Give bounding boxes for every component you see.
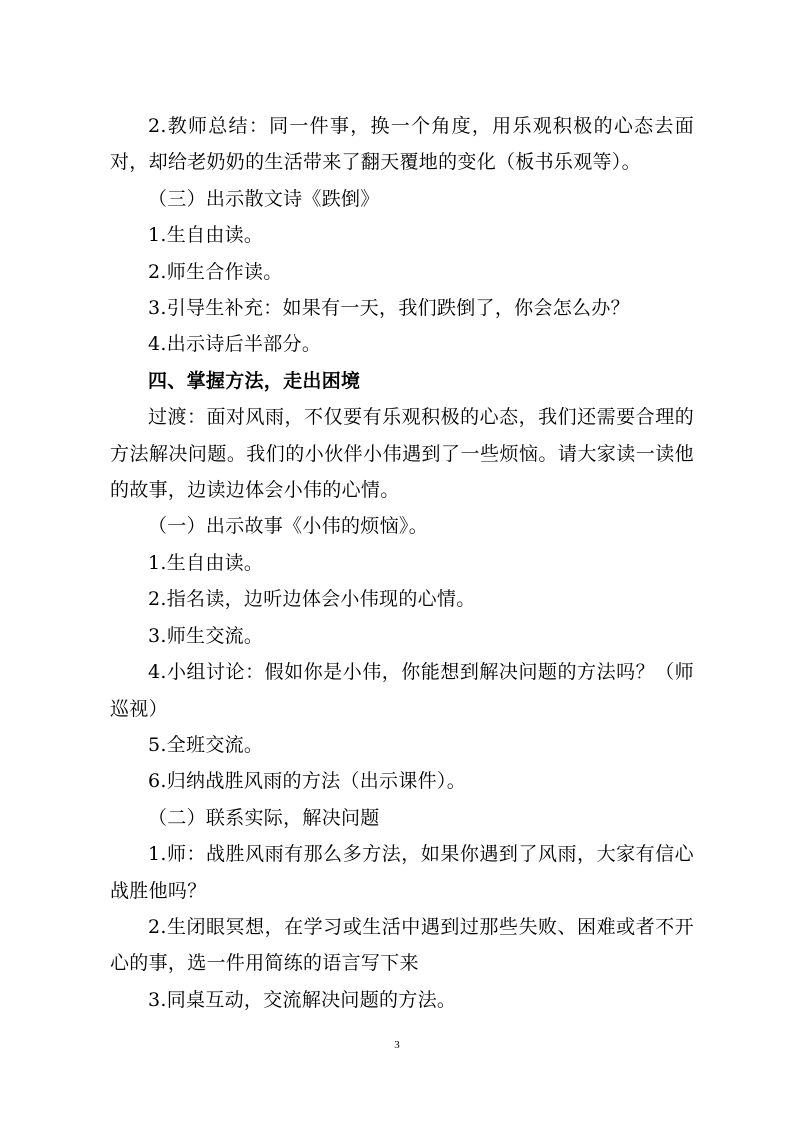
list-item: 1.生自由读。 <box>148 224 264 247</box>
list-item: 3.引导生补充：如果有一天，我们跌倒了，你会怎么办？ <box>148 297 630 320</box>
section-subheading: （一）出示故事《小伟的烦恼》。 <box>148 515 429 538</box>
list-item: 4.小组讨论：假如你是小伟，你能想到解决问题的方法吗？（师巡视） <box>110 661 694 720</box>
list-item: 2.师生合作读。 <box>148 260 283 283</box>
section-subheading: （二）联系实际，解决问题 <box>148 806 380 829</box>
list-item: 6.归纳战胜风雨的方法（出示课件）。 <box>148 770 467 793</box>
list-item: 3.同桌互动，交流解决问题的方法。 <box>148 988 457 1011</box>
list-item: 2.生闭眼冥想，在学习或生活中遇到过那些失败、困难或者不开心的事，选一件用简练的语言写下来 <box>110 915 694 975</box>
list-item: 4.出示诗后半部分。 <box>148 333 322 356</box>
list-item: 1.生自由读。 <box>148 551 264 574</box>
document-body <box>110 108 694 1018</box>
list-item: 5.全班交流。 <box>148 733 264 756</box>
page-number: 3 <box>394 1039 400 1051</box>
paragraph: 2.教师总结：同一件事，换一个角度，用乐观积极的心态去面对，却给老奶奶的生活带来了翻天覆地的变化（板书乐观等）。 <box>110 115 694 174</box>
section-heading: 四、掌握方法，走出困境 <box>148 369 361 392</box>
section-subheading: （三）出示散文诗《跌倒》 <box>148 187 380 210</box>
list-item: 1.师：战胜风雨有那么多方法，如果你遇到了风雨，大家有信心战胜他吗？ <box>110 843 694 902</box>
paragraph: 过渡：面对风雨，不仅要有乐观积极的心态，我们还需要合理的方法解决问题。我们的小伙伴小伟遇到了一些烦恼。请大家读一读他的故事，边读边体会小伟的心情。 <box>110 406 694 502</box>
list-item: 2.指名读，边听边体会小伟现的心情。 <box>148 588 476 611</box>
list-item: 3.师生交流。 <box>148 624 264 647</box>
